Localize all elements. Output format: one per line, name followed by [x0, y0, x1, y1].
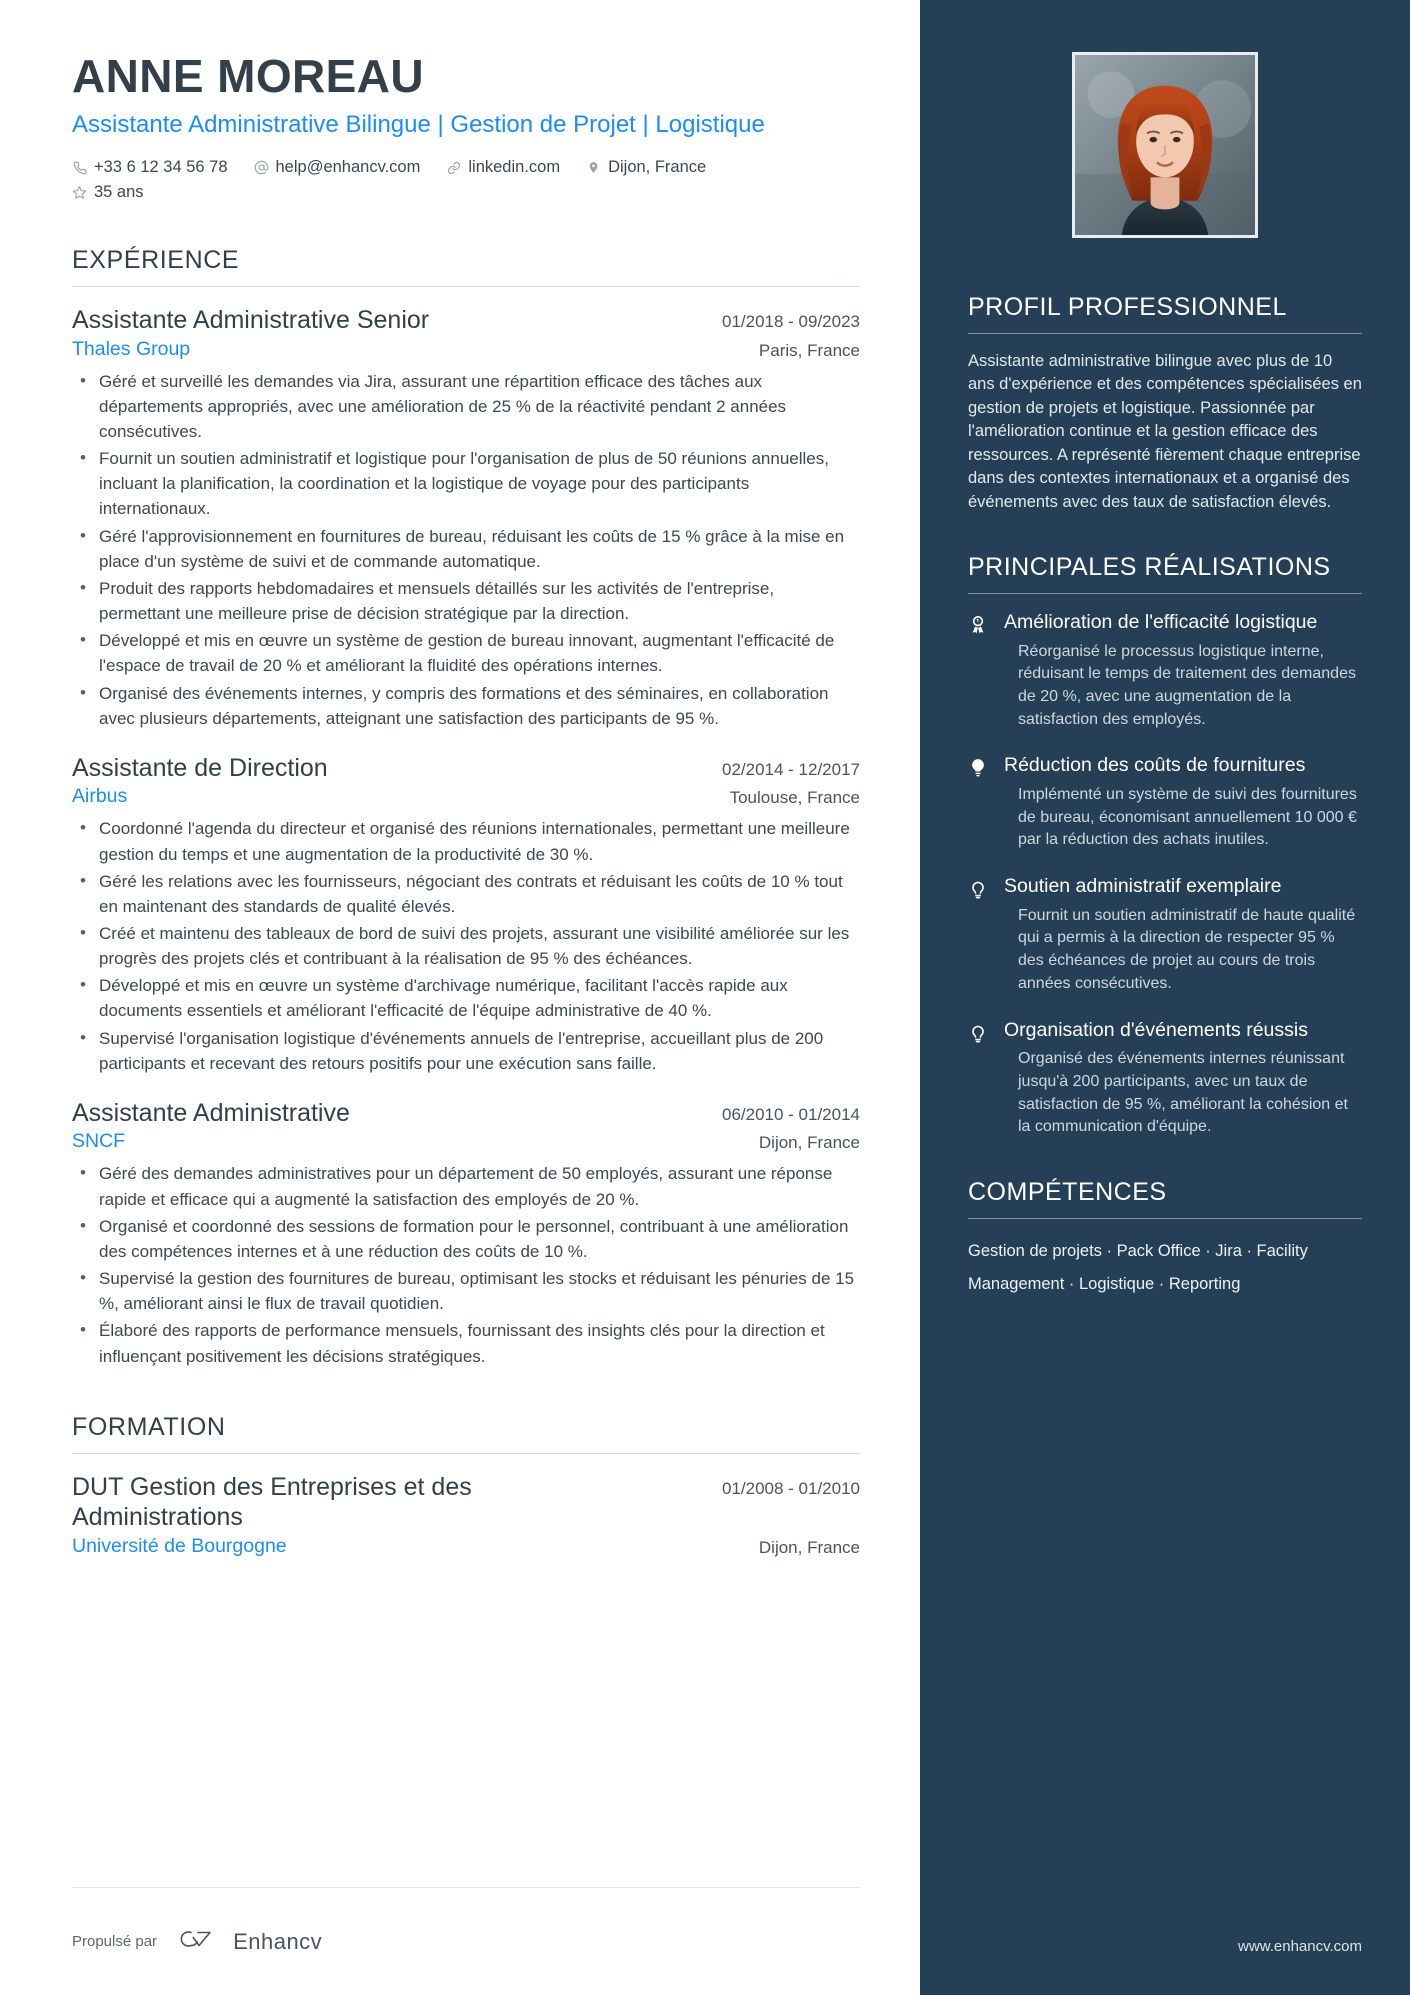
job-bullet: • Coordonné l'agenda du directeur et organisé des réunions internationales, permettant une meilleure gestion du temps et une augmentation de la productivité de 30 %.	[72, 816, 860, 866]
contact-linkedin-text: linkedin.com	[468, 158, 561, 177]
school-name[interactable]: Université de Bourgogne	[72, 1534, 287, 1557]
lightbulb-filled-icon	[968, 753, 990, 852]
achievement-item	[968, 610, 1362, 731]
contact-info	[72, 158, 860, 202]
job-bullet: • Supervisé la gestion des fournitures de bureau, optimisant les stocks et réduisant les pénuries de 15 %, améliorant ainsi le flux de travail quotidien.	[72, 1266, 860, 1316]
contact-row-primary	[72, 158, 860, 177]
enhancv-logo[interactable]	[175, 1925, 322, 1958]
experience-entry-subheader	[72, 785, 860, 808]
job-bullet: • Géré des demandes administratives pour un département de 50 employés, assurant une réponse rapide et efficace qui a augmenté la satisfaction des employés de 20 %.	[72, 1161, 860, 1211]
location-pin-icon	[586, 160, 601, 175]
achievement-body	[1004, 610, 1362, 731]
profile-text: Assistante administrative bilingue avec plus de 10 ans d'expérience et des compétences spécialisées en gestion de projets et logistique. Passionnée par l'amélioration continue et la gestion efficace des ressources. A représenté fièrement chaque entreprise dans des contextes internationaux et a organisé des événements avec des taux de satisfaction élevés.	[968, 352, 1362, 511]
job-bullet-list	[72, 369, 860, 731]
contact-age-text: 35 ans	[94, 183, 144, 202]
footer	[72, 1887, 860, 1995]
experience-entry-header	[72, 753, 860, 784]
job-bullet: • Organisé et coordonné des sessions de formation pour le personnel, contribuant à une amélioration des compétences internes et à une réduction des coûts de 10 %.	[72, 1214, 860, 1264]
site-url[interactable]: www.enhancv.com	[1238, 1938, 1362, 1955]
achievements-section-title: PRINCIPALES RÉALISATIONS	[968, 552, 1331, 581]
achievement-body	[1004, 1018, 1362, 1139]
job-bullet: • Géré l'approvisionnement en fournitures de bureau, réduisant les coûts de 15 % grâce à la mise en place d'un système de suivi et de commande automatique.	[72, 524, 860, 574]
contact-linkedin[interactable]	[446, 158, 560, 177]
achievement-title: Réduction des coûts de fournitures	[1004, 754, 1306, 777]
education-entry	[72, 1472, 860, 1558]
experience-entry	[72, 1098, 860, 1369]
achievement-item	[968, 753, 1362, 852]
contact-phone[interactable]	[72, 158, 228, 177]
job-company[interactable]: Thales Group	[72, 337, 191, 360]
job-bullet: • Géré et surveillé les demandes via Jira, assurant une répartition efficace des tâches aux départements appropriés, avec une amélioration de 25 % de la réactivité pendant 2 années consécutives.	[72, 369, 860, 444]
powered-by-label: Propulsé par	[72, 1933, 158, 1950]
degree-title: DUT Gestion des Entreprises et des Administrations	[72, 1472, 472, 1532]
job-title: Assistante Administrative Senior	[72, 306, 430, 335]
education-section	[72, 1413, 860, 1558]
achievement-desc: Organisé des événements internes réunissant jusqu'à 200 participants, avec un taux de satisfaction de 95 %, améliorant la cohésion et la communication d'équipe.	[1018, 1050, 1348, 1136]
portrait-photo-graphic	[1075, 55, 1255, 235]
link-icon	[446, 160, 461, 175]
job-bullet: • Organisé des événements internes, y compris des formations et des séminaires, en collaboration avec plusieurs départements, atteignant une satisfaction des participants de 95 %.	[72, 681, 860, 731]
lightbulb-outline-icon	[968, 1018, 990, 1139]
section-divider	[72, 1453, 860, 1454]
job-title: Assistante Administrative	[72, 1098, 350, 1127]
experience-entry-subheader	[72, 1130, 860, 1153]
job-location: Toulouse, France	[729, 788, 860, 808]
education-entry-header	[72, 1472, 860, 1533]
skills-section	[968, 1177, 1362, 1301]
experience-entry	[72, 305, 860, 731]
job-bullet: • Fournit un soutien administratif et logistique pour l'organisation de plus de 50 réunions annuelles, incluant la planification, la coordination et la logistique de voyage pour des participants internationaux.	[72, 446, 860, 521]
section-divider	[72, 286, 860, 287]
contact-location	[586, 158, 706, 177]
job-company[interactable]: Airbus	[72, 785, 128, 808]
skills-list: Gestion de projets · Pack Office · Jira · Facility Management · Logistique · Reporting	[968, 1241, 1308, 1293]
job-bullet: • Géré les relations avec les fournisseurs, négociant des contrats et réduisant les coûts de 10 % tout en maintenant des standards de qualité élevés.	[72, 869, 860, 919]
achievement-title: Amélioration de l'efficacité logistique	[1004, 610, 1318, 633]
job-bullet: • Supervisé l'organisation logistique d'événements annuels de l'entreprise, accueillant plus de 200 participants et recevant des retours positifs pour une exécution sans faille.	[72, 1026, 860, 1076]
achievement-body	[1004, 874, 1362, 995]
contact-email-text: help@enhancv.com	[275, 158, 421, 177]
sidebar	[920, 0, 1410, 1995]
photo-container	[968, 52, 1362, 238]
profile-section	[968, 292, 1362, 514]
contact-row-secondary	[72, 183, 860, 202]
job-location: Dijon, France	[758, 1133, 860, 1153]
achievement-desc: Fournit un soutien administratif de haute qualité qui a permis à la direction de respecter 95 % des échéances de projet au cours de trois années consécutives.	[1018, 906, 1356, 992]
sidebar-divider	[968, 1218, 1362, 1219]
achievement-title: Soutien administratif exemplaire	[1004, 875, 1282, 898]
education-entry-subheader	[72, 1535, 860, 1558]
achievement-desc: Implémenté un système de suivi des fournitures de bureau, économisant annuellement 10 000 € par la réduction des achats inutiles.	[1018, 785, 1357, 849]
achievement-title: Organisation d'événements réussis	[1004, 1018, 1308, 1041]
sidebar-divider	[968, 593, 1362, 594]
skills-section-title: COMPÉTENCES	[968, 1177, 1167, 1206]
education-section-title: FORMATION	[72, 1412, 226, 1441]
achievement-body	[1004, 753, 1362, 852]
achievements-section	[968, 552, 1362, 1139]
job-bullet: • Développé et mis en œuvre un système de gestion de bureau innovant, augmentant l'efficacité de l'espace de travail de 20 % et améliorant la fluidité des opérations internes.	[72, 628, 860, 678]
award-ribbon-icon	[968, 610, 990, 731]
star-icon	[72, 185, 87, 200]
job-dates: 02/2014 - 12/2017	[721, 759, 860, 779]
achievement-item	[968, 874, 1362, 995]
contact-phone-text: +33 6 12 34 56 78	[94, 158, 228, 177]
job-location: Paris, France	[758, 340, 860, 360]
degree-dates: 01/2008 - 01/2010	[721, 1478, 860, 1498]
job-bullet: • Développé et mis en œuvre un système d'archivage numérique, facilitant l'accès rapide aux documents essentiels et améliorant l'efficacité de l'équipe administrative de 40 %.	[72, 973, 860, 1023]
school-location: Dijon, France	[758, 1537, 860, 1557]
email-icon	[254, 160, 269, 175]
experience-entry-subheader	[72, 338, 860, 361]
avatar	[1072, 52, 1258, 238]
experience-entry	[72, 753, 860, 1076]
job-title: Assistante de Direction	[72, 753, 328, 782]
enhancv-brand-text: Enhancv	[233, 1928, 323, 1954]
lightbulb-outline-icon	[968, 874, 990, 995]
job-bullet-list	[72, 816, 860, 1076]
experience-section	[72, 246, 860, 1369]
achievement-desc: Réorganisé le processus logistique interne, réduisant le temps de traitement des demandes de 20 %, avec une augmentation de la satisfaction des employés.	[1018, 642, 1356, 728]
job-dates: 01/2018 - 09/2023	[721, 312, 860, 332]
profile-section-title: PROFIL PROFESSIONNEL	[968, 293, 1287, 321]
enhancv-logo-icon	[175, 1925, 221, 1958]
job-dates: 06/2010 - 01/2014	[721, 1104, 860, 1124]
sidebar-divider	[968, 333, 1362, 334]
job-bullet-list	[72, 1161, 860, 1368]
candidate-name: ANNE MOREAU	[72, 50, 424, 102]
job-bullet: • Produit des rapports hebdomadaires et mensuels détaillés sur les activités de l'entreprise, permettant une meilleure prise de décision stratégique par la direction.	[72, 576, 860, 626]
phone-icon	[72, 160, 87, 175]
job-bullet: • Élaboré des rapports de performance mensuels, fournissant des insights clés pour la direction et influençant positivement les décisions stratégiques.	[72, 1318, 860, 1368]
candidate-headline: Assistante Administrative Bilingue | Gestion de Projet | Logistique	[72, 111, 765, 139]
experience-entry-header	[72, 1098, 860, 1129]
contact-age	[72, 183, 144, 202]
experience-entry-header	[72, 305, 860, 336]
contact-email[interactable]	[254, 158, 421, 177]
job-company[interactable]: SNCF	[72, 1130, 126, 1153]
experience-section-title: EXPÉRIENCE	[72, 246, 240, 275]
contact-location-text: Dijon, France	[608, 158, 707, 177]
achievement-item	[968, 1018, 1362, 1139]
job-bullet: • Créé et maintenu des tableaux de bord de suivi des projets, assurant une visibilité améliorée sur les progrès des projets clés et contribuant à la réalisation de 95 % des échéances.	[72, 921, 860, 971]
